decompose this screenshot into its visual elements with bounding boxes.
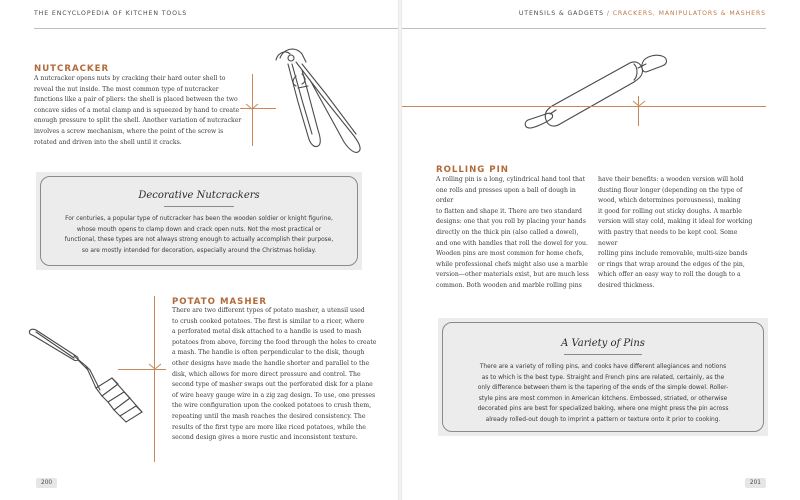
text-line: other designs have made the handle shorter and parallel to the: [172, 359, 370, 367]
text-line: A nutcracker opens nuts by cracking their hard outer shell to: [34, 75, 226, 82]
text-line: wood, which determines porousness), making: [598, 197, 741, 205]
nutcracker-title: NUTCRACKER: [34, 64, 110, 74]
accent-chevron-icon: [246, 104, 258, 114]
text-line: desired thickness.: [598, 281, 655, 289]
variety-of-pins-callout: [438, 318, 768, 436]
text-line: repeating until the mash reaches the desired consistency. The: [172, 412, 366, 420]
text-line: have their benefits: a wooden version will hold: [598, 176, 744, 183]
text-line: involves a screw mechanism, where the point of the screw is: [34, 127, 224, 135]
text-line: enough pressure to split the shell. Another variation of nutcracker: [34, 117, 242, 125]
rolling-pin-body-col2: [598, 175, 758, 292]
page-number-left: 200: [36, 478, 57, 488]
text-line: or rings that wrap around the edges of the pin,: [598, 260, 745, 268]
text-line: one rolls and presses upon a ball of dough in order: [436, 186, 576, 205]
callout-body: [56, 214, 342, 256]
text-line: and one with handles that roll the dowel for you.: [436, 239, 588, 247]
text-line: already rolled-out dough to imprint a pattern or texture onto it prior to cooking.: [485, 416, 721, 423]
text-line: decorated pins are best for specialized baking, where one might press the pin across: [477, 406, 729, 413]
text-line: designs: one that you roll by placing your hands: [436, 218, 586, 226]
text-line: a perforated metal disk attached to a handle is used to mash: [172, 328, 362, 336]
text-line: common. Both wooden and marble rolling pins: [436, 281, 582, 289]
accent-chevron-icon: [633, 101, 645, 111]
text-line: second design gives a more rustic and inconsistent texture.: [172, 434, 358, 442]
callout-title-rule: [164, 206, 234, 207]
right-page: [402, 0, 800, 500]
text-line: while professional chefs might also use a marble: [436, 260, 588, 268]
text-line: style pins are most common in American kitchens. Embossed, striated, or otherwise: [478, 395, 728, 402]
running-head-left: THE ENCYCLOPEDIA OF KITCHEN TOOLS: [34, 10, 188, 17]
text-line: potatoes from above, forcing the food through the holes to create: [172, 338, 377, 346]
text-line: A rolling pin is a long, cylindrical hand tool that: [436, 176, 586, 183]
text-line: functions like a pair of pliers: the shell is placed between the two: [34, 96, 238, 104]
rolling-pin-title: ROLLING PIN: [436, 165, 509, 175]
text-line: functional, these types are not always strong enough to actually accomplish their purpose,: [64, 237, 334, 244]
text-line: second type of masher swaps out the perforated disk for a plane: [172, 381, 373, 389]
text-line: with pastry that needs to be kept cool. Some newer: [598, 228, 738, 247]
text-line: rotated and driven into the shell until it cracks.: [34, 138, 182, 146]
rolling-pin-illustration: [522, 52, 672, 132]
accent-divider: [402, 106, 766, 107]
callout-title-rule: [564, 354, 642, 355]
page-number-right: 201: [745, 478, 766, 488]
text-line: it good for rolling out sticky doughs. A marble: [598, 207, 742, 215]
text-line: reveal the nut inside. The most common type of nutcracker: [34, 85, 219, 93]
rolling-pin-body-col1: [436, 175, 592, 292]
callout-title: A Variety of Pins: [561, 338, 645, 349]
callout-title: Decorative Nutcrackers: [138, 190, 260, 201]
running-head-sub: CRACKERS, MANIPULATORS & MASHERS: [612, 10, 766, 17]
text-line: dusting flour longer (depending on the type of: [598, 186, 743, 194]
callout-body: [458, 362, 748, 426]
text-line: Wooden pins are most common for home chefs,: [436, 250, 584, 258]
text-line: version—other materials exist, but are much less: [436, 271, 589, 279]
text-line: There are two different types of potato masher, a utensil used: [172, 307, 365, 314]
text-line: For centuries, a popular type of nutcracker has been the wooden soldier or knight figurine,: [65, 216, 333, 222]
text-line: so are mostly intended for decoration, especially around the Christmas holiday.: [81, 247, 317, 254]
nutcracker-illustration: [262, 40, 372, 160]
text-line: version will stay cold, making it ideal for working: [598, 218, 753, 226]
text-line: of wire heavy gauge wire in a zig zag design. To use, one presses: [172, 391, 376, 399]
text-line: disk, which allows for more direct pressure and control. The: [172, 370, 361, 378]
running-head-right: [519, 10, 766, 17]
header-rule-left: [34, 28, 398, 29]
text-line: rolling pins include removable, multi-size bands: [598, 250, 748, 258]
running-head-sep: /: [603, 10, 613, 17]
text-line: to flatten and shape it. There are two standard: [436, 207, 582, 215]
text-line: the wire configuration upon the cooked potatoes to crush them,: [172, 402, 372, 410]
potato-masher-body: [172, 306, 386, 444]
text-line: directly on the thick pin (also called a dowel),: [436, 228, 579, 236]
text-line: to crush cooked potatoes. The first is similar to a ricer, where: [172, 317, 365, 325]
decorative-nutcrackers-callout: [36, 172, 362, 270]
text-line: There are a variety of rolling pins, and cooks have different allegiances and notions: [479, 364, 727, 370]
text-line: which offer an easy way to roll the dough to a: [598, 271, 741, 279]
text-line: a mash. The handle is often perpendicular to the disk, though: [172, 349, 365, 357]
running-head-main: UTENSILS & GADGETS: [518, 10, 604, 17]
nutcracker-body: [34, 74, 264, 148]
text-line: only difference between them is the tapering of the ends of the simple dowel. Roller-: [477, 385, 729, 392]
left-page: [0, 0, 398, 500]
potato-masher-title: POTATO MASHER: [172, 297, 268, 307]
potato-masher-illustration: [26, 326, 156, 426]
header-rule-right: [402, 28, 766, 29]
text-line: whose mouth opens to clamp down and crack open nuts. Not the most practical or: [76, 226, 322, 233]
text-line: results of the first type are more like riced potatoes, while the: [172, 423, 366, 431]
text-line: concave sides of a metal clamp and is squeezed by hand to create: [34, 106, 240, 114]
text-line: as to which is the best type. Straight and French pins are related, certainly, as the: [481, 374, 725, 381]
